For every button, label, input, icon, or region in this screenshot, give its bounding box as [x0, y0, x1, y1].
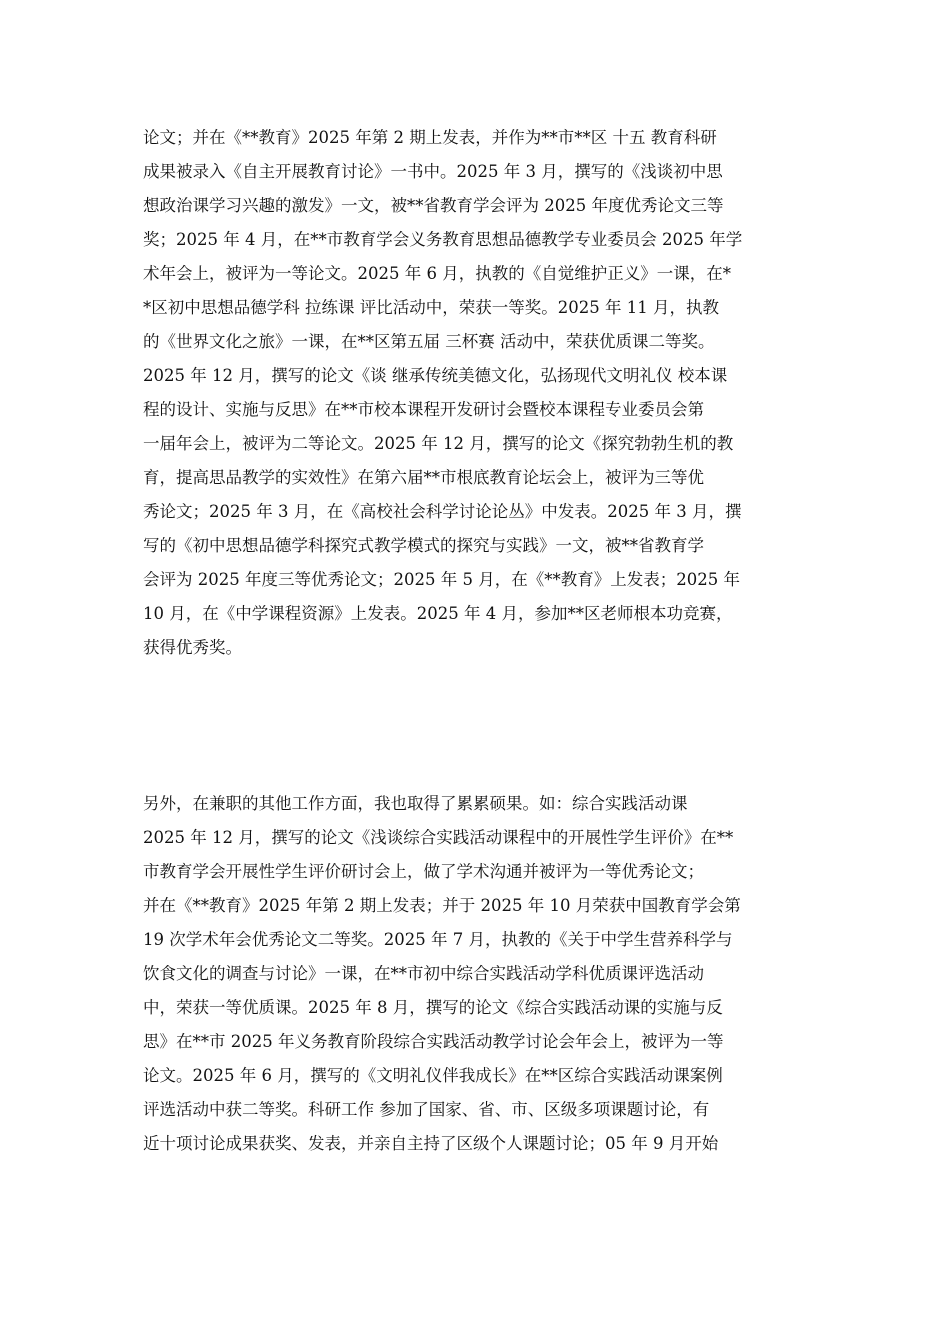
text-line: 会评为 2025 年度三等优秀论文；2025 年 5 月，在《**教育》上发表；2025 年 [143, 570, 740, 589]
text-line: 成果被录入《自主开展教育讨论》一书中。2025 年 3 月，撰写的《浅谈初中思 [143, 162, 723, 181]
text-line: 另外，在兼职的其他工作方面，我也取得了累累硕果。如：综合实践活动课 [143, 794, 688, 813]
text-line: 的《世界文化之旅》一课，在**区第五届 三杯赛 活动中，荣获优质课二等奖。 [143, 332, 715, 351]
text-line: 论文；并在《**教育》2025 年第 2 期上发表，并作为**市**区 十五 教育科研 [143, 128, 717, 147]
text-line: 2025 年 12 月，撰写的论文《浅谈综合实践活动课程中的开展性学生评价》在** [143, 828, 734, 847]
text-line: 中，荣获一等优质课。2025 年 8 月，撰写的论文《综合实践活动课的实施与反 [143, 998, 723, 1017]
text-line: 19 次学术年会优秀论文二等奖。2025 年 7 月，执教的《关于中学生营养科学与 [143, 930, 733, 949]
text-line: 写的《初中思想品德学科探究式教学模式的探究与实践》一文，被**省教育学 [143, 536, 704, 555]
text-line: 获得优秀奖。 [143, 638, 242, 657]
text-line: 并在《**教育》2025 年第 2 期上发表；并于 2025 年 10 月荣获中国教育学会第 [143, 896, 741, 915]
text-line: 一届年会上，被评为二等论文。2025 年 12 月，撰写的论文《探究勃勃生机的教 [143, 434, 734, 453]
text-line: 程的设计、实施与反思》在**市校本课程开发研讨会暨校本课程专业委员会第 [143, 400, 704, 419]
text-line: 10 月，在《中学课程资源》上发表。2025 年 4 月，参加**区老师根本功竞赛， [143, 604, 733, 623]
text-line: 术年会上，被评为一等论文。2025 年 6 月，执教的《自觉维护正义》一课，在* [143, 264, 731, 283]
text-line: *区初中思想品德学科 拉练课 评比活动中，荣获一等奖。2025 年 11 月，执教 [143, 298, 719, 317]
text-line: 奖；2025 年 4 月，在**市教育学会义务教育思想品德教学专业委员会 2025 年学 [143, 230, 743, 249]
text-line: 秀论文；2025 年 3 月，在《高校社会科学讨论论丛》中发表。2025 年 3 月，撰 [143, 502, 742, 521]
text-line: 思》在**市 2025 年义务教育阶段综合实践活动教学讨论会年会上，被评为一等 [143, 1032, 724, 1051]
text-line: 近十项讨论成果获奖、发表，并亲自主持了区级个人课题讨论；05 年 9 月开始 [143, 1134, 719, 1153]
paragraph-achievements-other-work [143, 787, 811, 1161]
text-line: 育，提高思品教学的实效性》在第六届**市根底教育论坛会上，被评为三等优 [143, 468, 704, 487]
text-line: 市教育学会开展性学生评价研讨会上，做了学术沟通并被评为一等优秀论文； [143, 862, 704, 881]
text-line: 饮食文化的调查与讨论》一课，在**市初中综合实践活动学科优质课评选活动 [143, 964, 704, 983]
paragraph-achievements-politics [143, 121, 811, 665]
text-line: 评选活动中获二等奖。科研工作 参加了国家、省、市、区级多项课题讨论，有 [143, 1100, 710, 1119]
text-line: 2025 年 12 月，撰写的论文《谈 继承传统美德文化，弘扬现代文明礼仪 校本课 [143, 366, 728, 385]
text-line: 想政治课学习兴趣的激发》一文，被**省教育学会评为 2025 年度优秀论文三等 [143, 196, 724, 215]
text-line: 论文。2025 年 6 月，撰写的《文明礼仪伴我成长》在**区综合实践活动课案例 [143, 1066, 723, 1085]
